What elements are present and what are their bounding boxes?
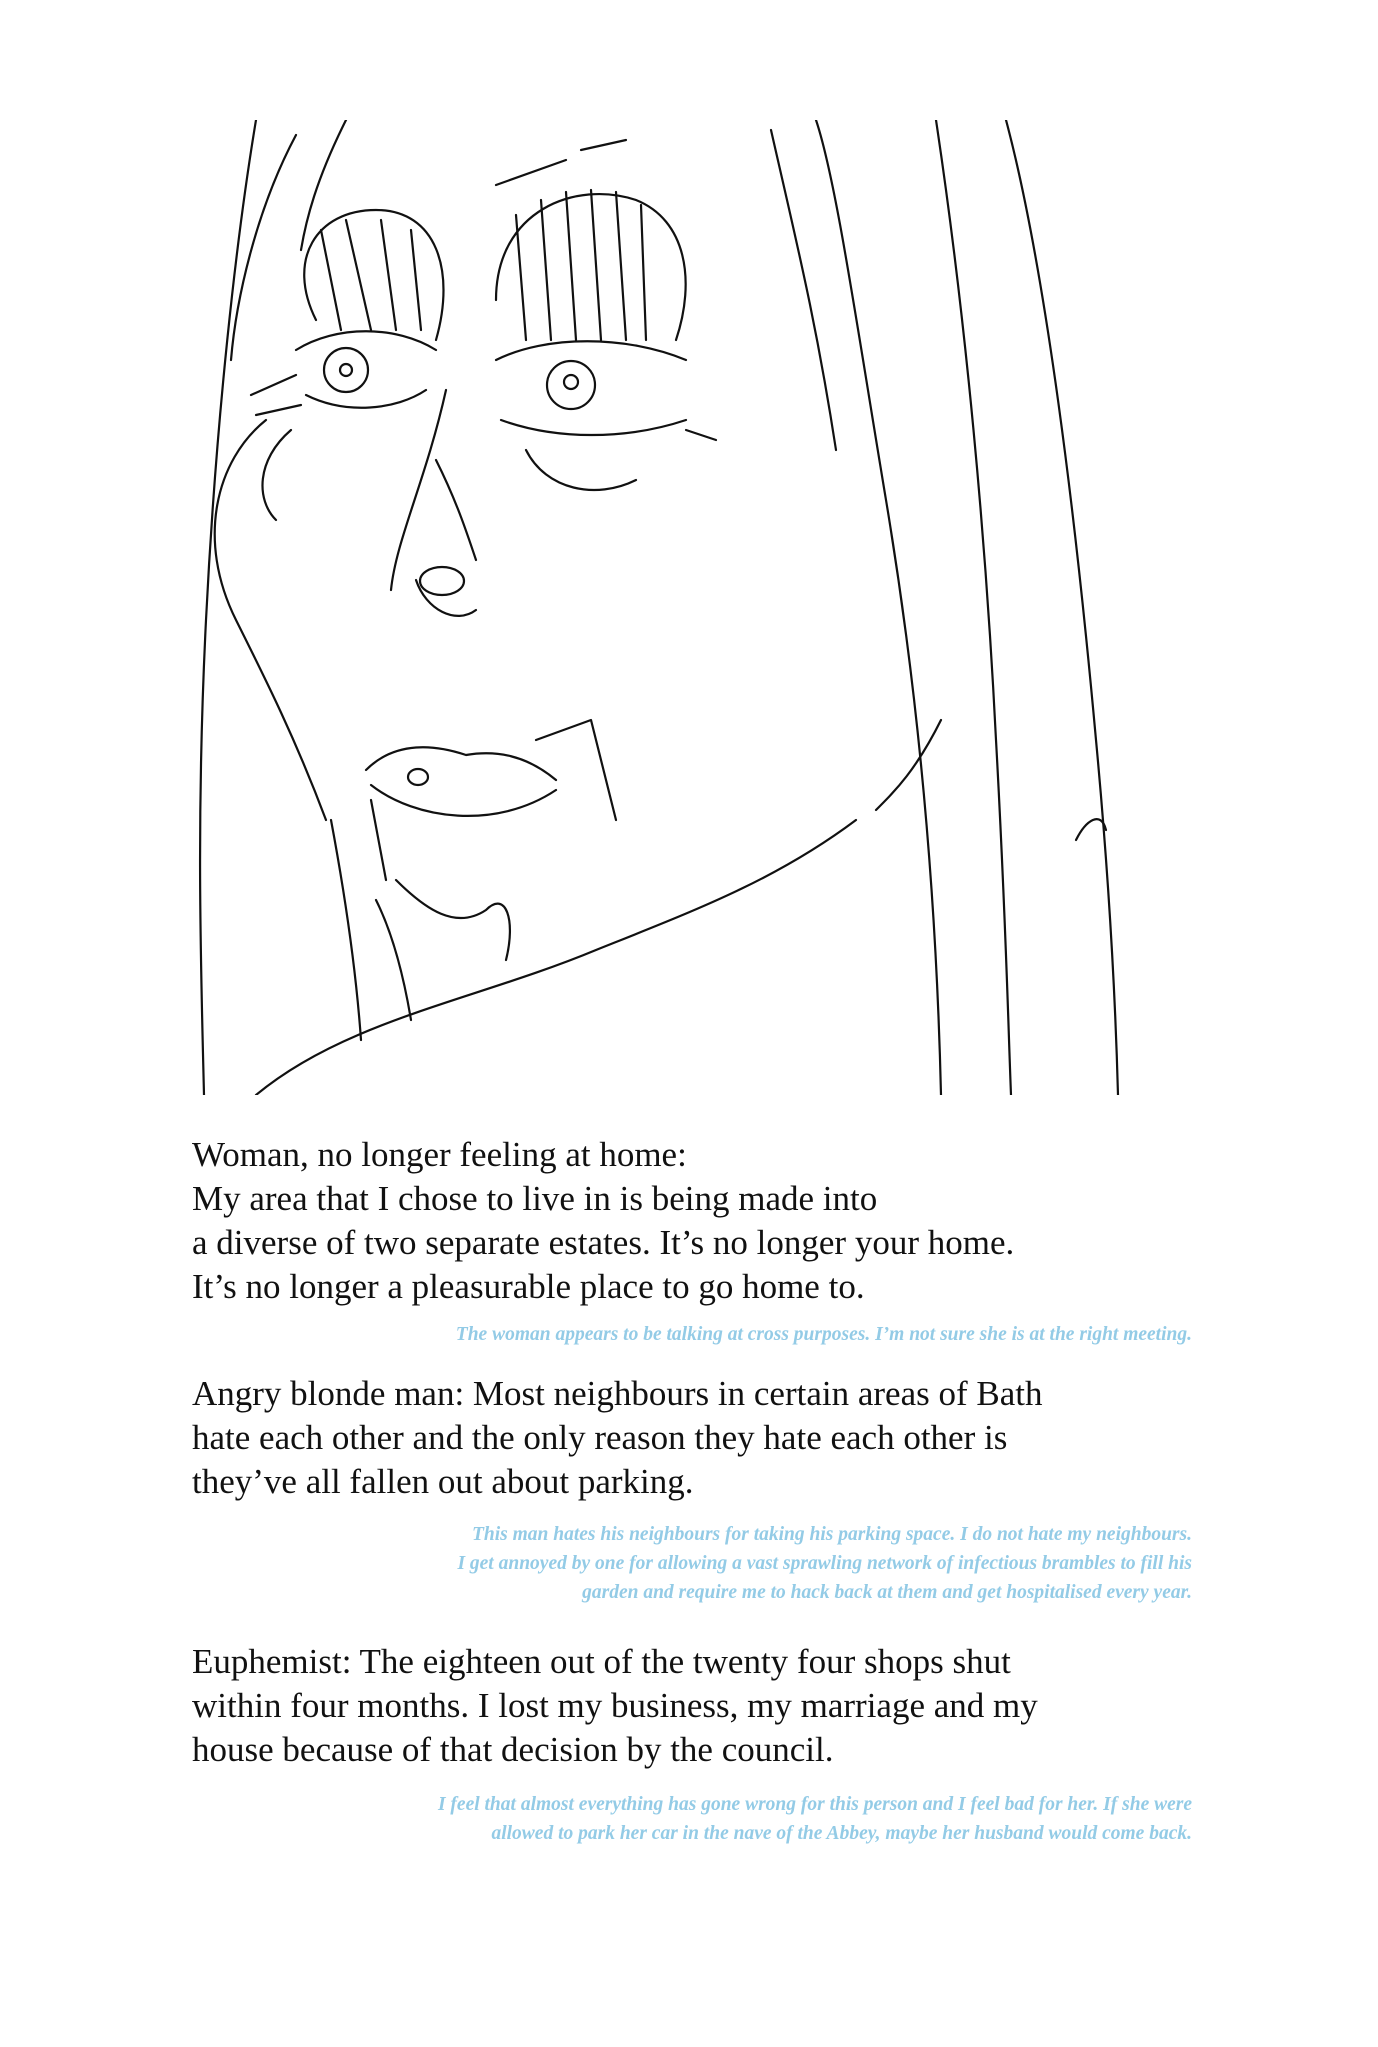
portrait-drawing: [196, 120, 1196, 1095]
comment-angry-blonde-man: This man hates his neighbours for taking his parking space. I do not hate my neighbours. I get annoyed by one for allowing a vast sprawling network of infectious brambles to fill his garden and require me to hack back at them and get hospitalised every year.: [457, 1524, 1192, 1603]
comment-woman: The woman appears to be talking at cross purposes. I’m not sure she is at the right meeting.: [455, 1324, 1192, 1345]
entry-3-comment-block: [192, 1790, 1192, 1848]
quote-woman: Woman, no longer feeling at home: My area that I chose to live in is being made into a diverse of two separate estates. It’s no longer your home. It’s no longer a pleasurable place to go home to.: [192, 1135, 1015, 1306]
entry-2: [192, 1372, 1192, 1504]
quote-angry-blonde-man: Angry blonde man: Most neighbours in certain areas of Bath hate each other and the only reason they hate each other is they’ve all fallen out about parking.: [192, 1374, 1043, 1501]
entry-1-comment-block: [192, 1320, 1192, 1349]
entry-3: [192, 1640, 1192, 1772]
comment-euphemist: I feel that almost everything has gone wrong for this person and I feel bad for her. If she were allowed to park her car in the nave of the Abbey, maybe her husband would come back.: [437, 1794, 1192, 1844]
line-drawing-portrait-icon: [196, 120, 1196, 1095]
entry-2-comment-block: [192, 1520, 1192, 1607]
quote-euphemist: Euphemist: The eighteen out of the twenty four shops shut within four months. I lost my business, my marriage and my house because of that decision by the council.: [192, 1642, 1038, 1769]
entry-1: [192, 1133, 1192, 1309]
